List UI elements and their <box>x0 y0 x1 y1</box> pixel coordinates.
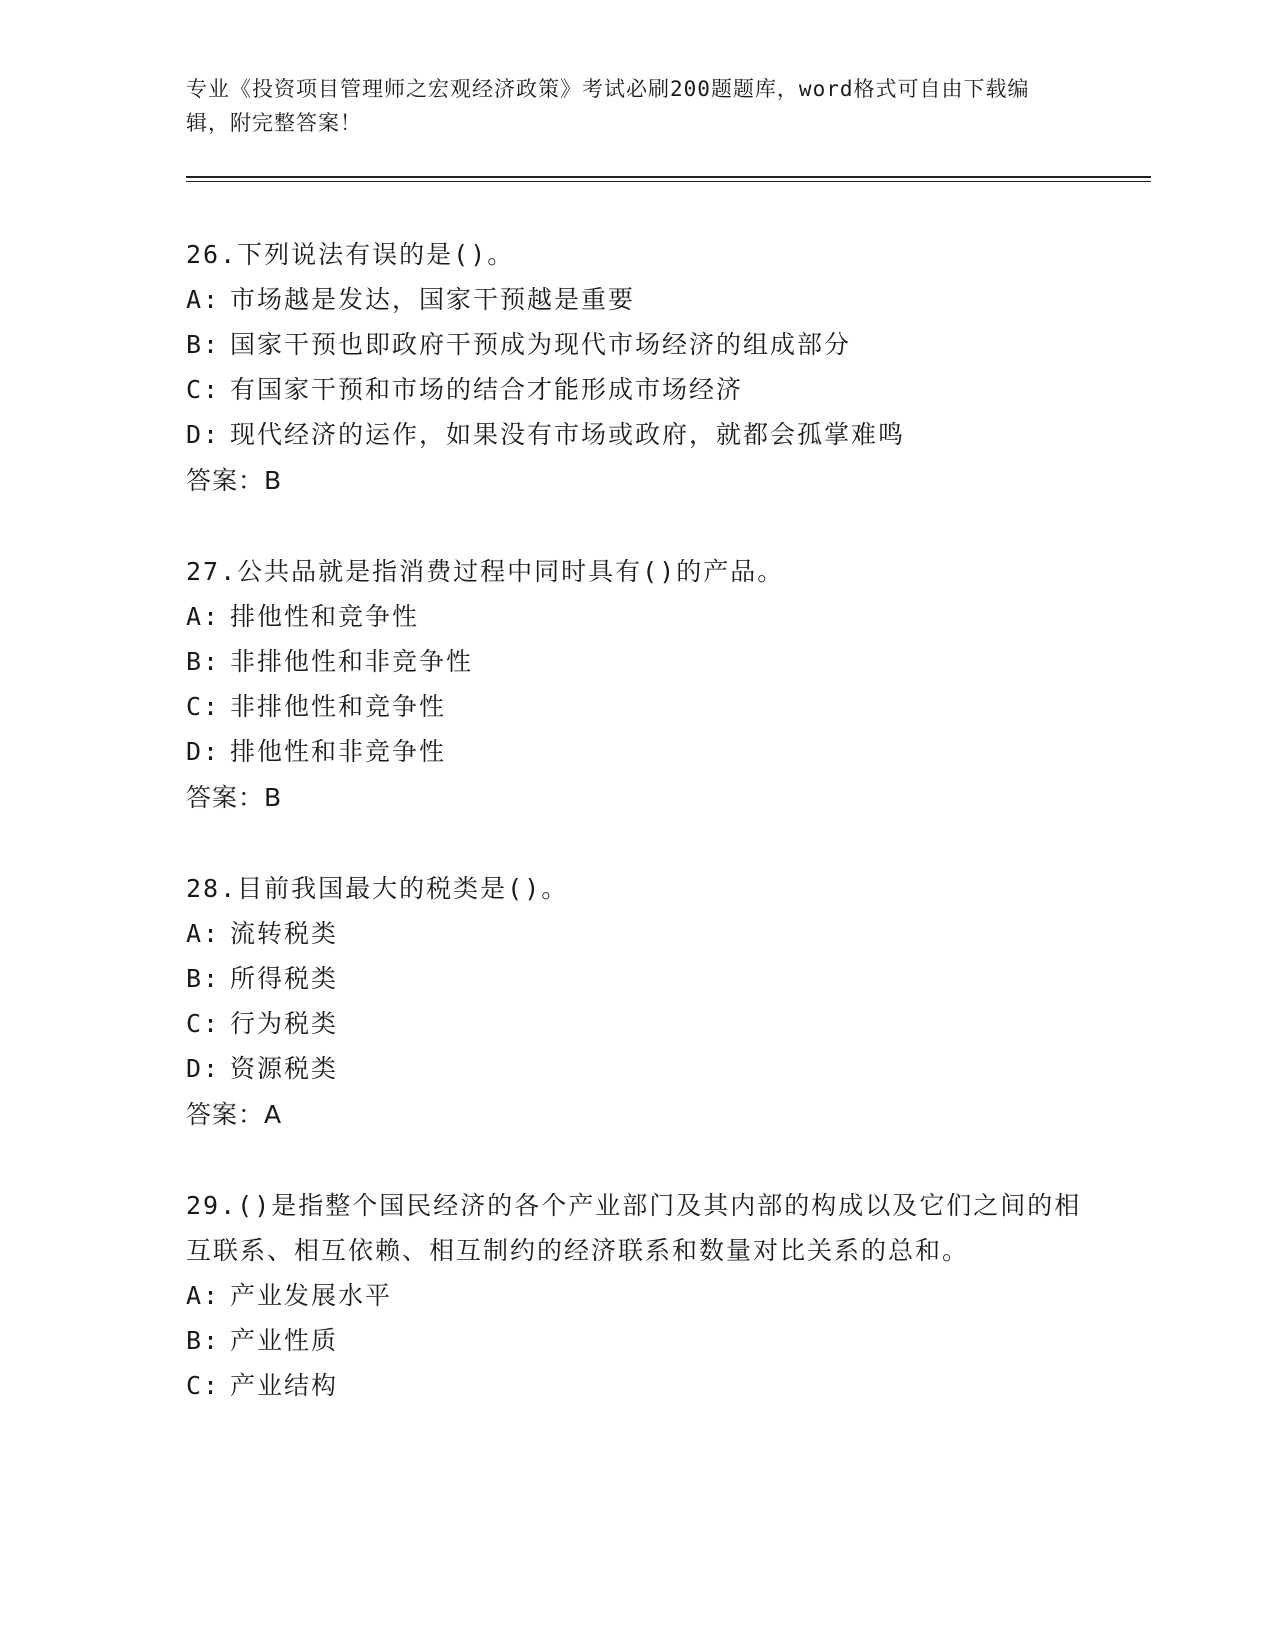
option-letter: B: <box>186 647 221 676</box>
question-26 <box>186 232 1086 503</box>
option-text: 国家干预也即政府干预成为现代市场经济的组成部分 <box>230 330 852 359</box>
option-b <box>186 1318 1086 1363</box>
option-c <box>186 367 1086 412</box>
option-b <box>186 956 1086 1001</box>
question-list <box>186 232 1086 1454</box>
option-letter: A: <box>186 285 221 314</box>
option-text: 排他性和非竞争性 <box>230 737 447 766</box>
answer-line: 答案：B <box>186 783 283 812</box>
option-text: 流转税类 <box>230 919 339 948</box>
option-text: 市场越是发达，国家干预越是重要 <box>230 285 636 314</box>
option-text: 资源税类 <box>230 1054 339 1083</box>
option-letter: A: <box>186 919 221 948</box>
answer-line: 答案：A <box>186 1100 283 1129</box>
option-text: 产业发展水平 <box>230 1281 393 1310</box>
option-a <box>186 1273 1086 1318</box>
option-b <box>186 639 1086 684</box>
option-text: 所得税类 <box>230 964 339 993</box>
option-letter: D: <box>186 737 221 766</box>
option-text: 产业结构 <box>230 1371 339 1400</box>
header-divider <box>186 176 1151 182</box>
option-text: 排他性和竞争性 <box>230 602 420 631</box>
option-c <box>186 1363 1086 1408</box>
question-stem: 27.公共品就是指消费过程中同时具有()的产品。 <box>186 557 785 586</box>
option-letter: B: <box>186 330 221 359</box>
document-header: 专业《投资项目管理师之宏观经济政策》考试必刷200题题库，word格式可自由下载编辑，附完整答案！ <box>186 77 1030 135</box>
option-d <box>186 412 1086 457</box>
option-text: 有国家干预和市场的结合才能形成市场经济 <box>230 375 744 404</box>
option-a <box>186 277 1086 322</box>
option-text: 行为税类 <box>230 1009 339 1038</box>
option-letter: B: <box>186 1326 221 1355</box>
option-text: 产业性质 <box>230 1326 339 1355</box>
option-letter: D: <box>186 1054 221 1083</box>
option-letter: C: <box>186 692 221 721</box>
option-a <box>186 594 1086 639</box>
option-d <box>186 729 1086 774</box>
option-text: 非排他性和竞争性 <box>230 692 447 721</box>
option-text: 非排他性和非竞争性 <box>230 647 474 676</box>
question-29 <box>186 1183 1086 1408</box>
option-letter: C: <box>186 375 221 404</box>
option-letter: A: <box>186 602 221 631</box>
option-letter: C: <box>186 1009 221 1038</box>
question-stem: 28.目前我国最大的税类是()。 <box>186 874 569 903</box>
option-letter: C: <box>186 1371 221 1400</box>
option-c <box>186 684 1086 729</box>
option-letter: A: <box>186 1281 221 1310</box>
option-b <box>186 322 1086 367</box>
option-a <box>186 911 1086 956</box>
option-letter: D: <box>186 420 221 449</box>
question-stem: 29.()是指整个国民经济的各个产业部门及其内部的构成以及它们之间的相互联系、相互依赖、相互制约的经济联系和数量对比关系的总和。 <box>186 1191 1082 1265</box>
option-d <box>186 1046 1086 1091</box>
question-stem: 26.下列说法有误的是()。 <box>186 240 515 269</box>
option-c <box>186 1001 1086 1046</box>
question-27 <box>186 549 1086 820</box>
option-letter: B: <box>186 964 221 993</box>
option-text: 现代经济的运作，如果没有市场或政府，就都会孤掌难鸣 <box>230 420 906 449</box>
answer-line: 答案：B <box>186 466 283 495</box>
question-28 <box>186 866 1086 1137</box>
